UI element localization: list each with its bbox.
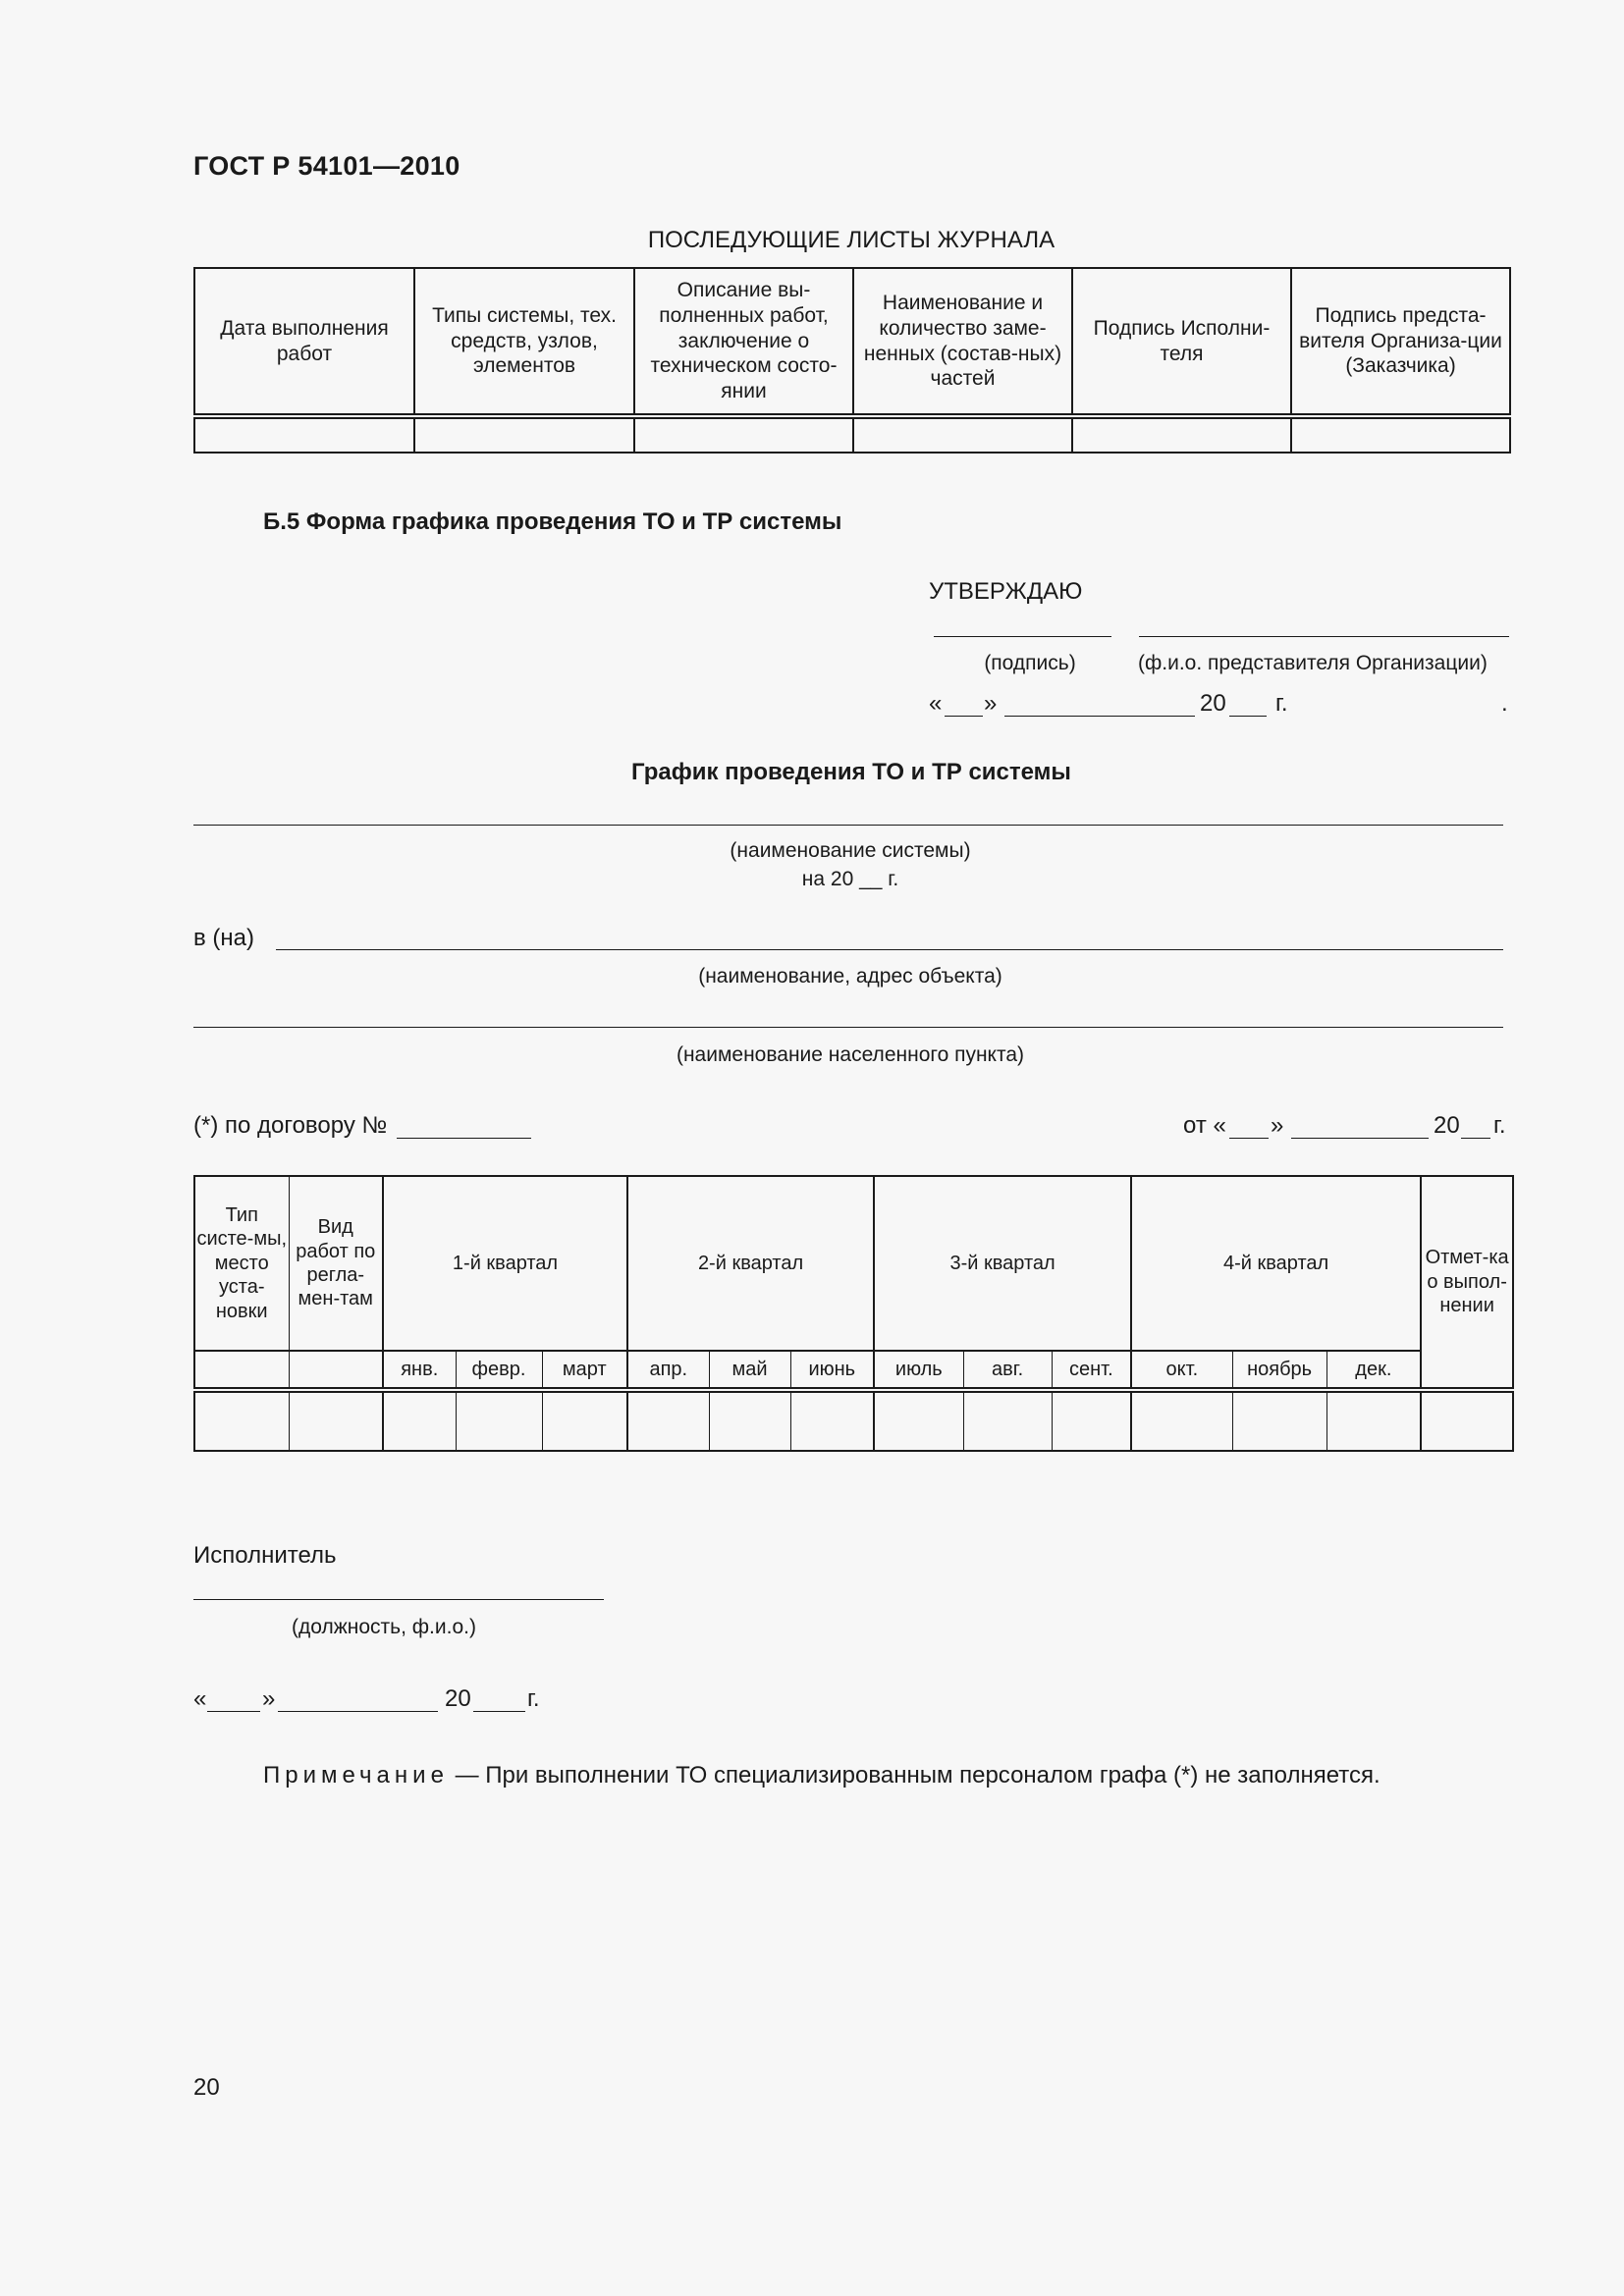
contract-month-line <box>1291 1138 1429 1139</box>
executor-label: Исполнитель <box>193 1542 337 1569</box>
month-dec: дек. <box>1326 1351 1421 1390</box>
journal-title: ПОСЛЕДУЮЩИЕ ЛИСТЫ ЖУРНАЛА <box>647 227 1056 253</box>
month-jan: янв. <box>383 1351 456 1390</box>
schedule-cell <box>1232 1390 1326 1451</box>
contract-date-from: от « <box>1183 1112 1226 1139</box>
journal-cell <box>194 416 414 453</box>
document-code: ГОСТ Р 54101—2010 <box>193 151 460 181</box>
journal-col-executor-signature: Подпись Исполни-теля <box>1072 268 1291 416</box>
schedule-col-quarter-1: 1-й квартал <box>383 1176 627 1351</box>
contract-year: 20 <box>1434 1112 1460 1139</box>
representative-name-caption: (ф.и.о. представителя Организации) <box>1138 652 1488 674</box>
journal-cell <box>634 416 853 453</box>
schedule-months-blank <box>289 1351 383 1390</box>
approval-day-line <box>945 716 983 717</box>
schedule-cell <box>709 1390 790 1451</box>
approval-title: УТВЕРЖДАЮ <box>929 578 1083 605</box>
executor-date-open: « <box>193 1685 207 1712</box>
executor-year-line <box>473 1711 525 1712</box>
month-jun: июнь <box>790 1351 874 1390</box>
schedule-cell <box>542 1390 627 1451</box>
schedule-cell <box>456 1390 542 1451</box>
approval-date-year: 20 <box>1200 690 1226 717</box>
schedule-col-quarter-2: 2-й квартал <box>627 1176 874 1351</box>
schedule-cell <box>1326 1390 1421 1451</box>
executor-caption: (должность, ф.и.о.) <box>292 1616 476 1638</box>
schedule-col-quarter-3: 3-й квартал <box>874 1176 1131 1351</box>
month-mar: март <box>542 1351 627 1390</box>
schedule-cell <box>1052 1390 1131 1451</box>
object-line <box>276 949 1503 950</box>
schedule-col-completion-mark: Отмет-ка о выпол-нении <box>1421 1176 1513 1390</box>
executor-date-mid: » <box>262 1685 276 1712</box>
month-aug: авг. <box>963 1351 1052 1390</box>
month-jul: июль <box>874 1351 963 1390</box>
contract-number-line <box>397 1138 531 1139</box>
approval-date-open: « <box>929 690 943 717</box>
journal-col-system-types: Типы системы, тех. средств, узлов, элементов <box>414 268 634 416</box>
section-heading: Б.5 Форма графика проведения ТО и ТР системы <box>263 508 842 535</box>
schedule-title: График проведения ТО и ТР системы <box>631 759 1071 785</box>
contract-day-line <box>1229 1138 1269 1139</box>
journal-cell <box>1072 416 1291 453</box>
journal-col-customer-signature: Подпись предста-вителя Организа-ции (Заказчика) <box>1291 268 1510 416</box>
journal-col-date: Дата выполнения работ <box>220 316 389 365</box>
schedule-col-work-type: Вид работ по регла-мен-там <box>289 1176 383 1351</box>
system-name-line <box>193 825 1503 826</box>
schedule-cell <box>627 1390 709 1451</box>
contract-date-mid: » <box>1271 1112 1284 1139</box>
schedule-col-quarter-4: 4-й квартал <box>1131 1176 1421 1351</box>
journal-table <box>193 267 1511 454</box>
settlement-caption: (наименование населенного пункта) <box>676 1043 1025 1066</box>
month-oct: окт. <box>1131 1351 1232 1390</box>
schedule-cell <box>383 1390 456 1451</box>
approval-dot: . <box>1501 690 1508 717</box>
journal-col-replaced-parts: Наименование и количество заме-ненных (состав-ных) частей <box>853 268 1072 416</box>
schedule-col-system-type: Тип систе-мы, место уста-новки <box>194 1176 289 1351</box>
contract-year-line <box>1461 1138 1490 1139</box>
schedule-cell <box>289 1390 383 1451</box>
month-feb: февр. <box>456 1351 542 1390</box>
schedule-cell <box>1131 1390 1232 1451</box>
location-label: в (на) <box>193 925 255 951</box>
schedule-months-blank <box>194 1351 289 1390</box>
representative-name-line <box>1139 636 1509 637</box>
signature-caption: (подпись) <box>984 652 1076 674</box>
month-nov: ноябрь <box>1232 1351 1326 1390</box>
month-sep: сент. <box>1052 1351 1131 1390</box>
settlement-line <box>193 1027 1503 1028</box>
executor-date-year: 20 <box>445 1685 471 1712</box>
schedule-header-row <box>194 1176 1513 1351</box>
journal-cell <box>414 416 634 453</box>
contract-year-suffix: г. <box>1493 1112 1506 1139</box>
executor-day-line <box>207 1711 260 1712</box>
schedule-cell <box>874 1390 963 1451</box>
executor-month-line <box>278 1711 438 1712</box>
schedule-months-row <box>194 1351 1513 1390</box>
year-line: на 20 __ г. <box>801 868 899 890</box>
journal-col-work-description: Описание вы-полненных работ, заключение о техническом состо-янии <box>634 268 853 416</box>
approval-date-suffix: г. <box>1275 690 1288 717</box>
object-caption: (наименование, адрес объекта) <box>698 965 1002 988</box>
journal-empty-row <box>194 416 1510 453</box>
approval-month-line <box>1004 716 1195 717</box>
note <box>263 1762 1380 1789</box>
note-text: — При выполнении ТО специализированным персоналом графа (*) не заполняется. <box>448 1762 1380 1789</box>
executor-date-suffix: г. <box>527 1685 540 1712</box>
month-apr: апр. <box>627 1351 709 1390</box>
page-number: 20 <box>193 2074 220 2101</box>
approval-date-mid: » <box>984 690 998 717</box>
journal-cell <box>1291 416 1510 453</box>
contract-label: (*) по договору № <box>193 1112 388 1139</box>
system-name-caption: (наименование системы) <box>730 839 971 862</box>
schedule-cell <box>963 1390 1052 1451</box>
journal-cell <box>853 416 1072 453</box>
schedule-cell <box>790 1390 874 1451</box>
schedule-cell <box>1421 1390 1513 1451</box>
note-label: Примечание <box>263 1762 449 1789</box>
signature-line <box>934 636 1111 637</box>
schedule-cell <box>194 1390 289 1451</box>
executor-line <box>193 1599 604 1600</box>
schedule-empty-row <box>194 1390 1513 1451</box>
month-may: май <box>709 1351 790 1390</box>
journal-header-row <box>194 268 1510 416</box>
schedule-table <box>193 1175 1514 1452</box>
approval-year-line <box>1229 716 1267 717</box>
